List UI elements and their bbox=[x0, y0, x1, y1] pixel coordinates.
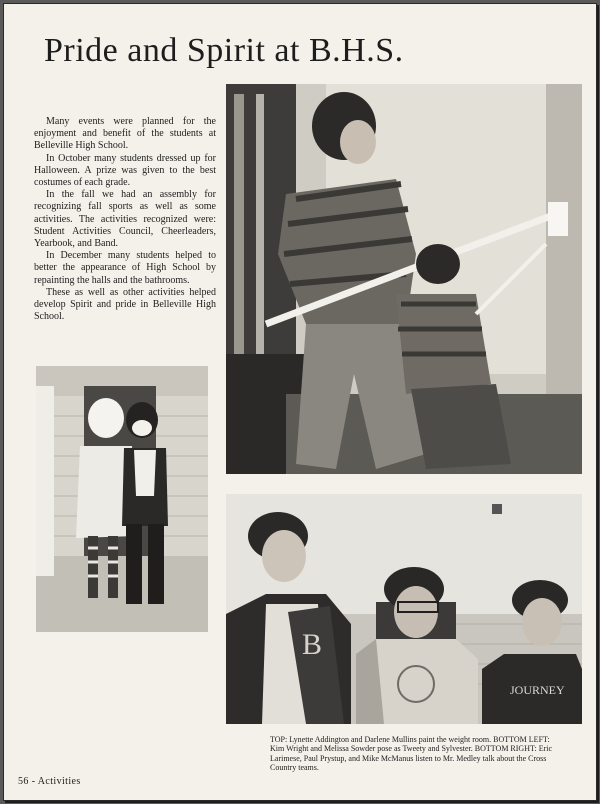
paragraph-halloween: In October many students dressed up for Halloween. A prize was given to the best costumes of each grade. bbox=[34, 152, 216, 189]
paragraph-events: Many events were planned for the enjoyment and benefit of the students at Belleville High School. bbox=[34, 116, 216, 152]
paragraph-repainting: In December many students helped to better the appearance of High School by repainting the halls and the bathrooms. bbox=[34, 250, 216, 286]
paragraph-spirit: These as well as other activities helped develop Spirit and pride in Belleville High School. bbox=[34, 286, 216, 323]
photo-caption: TOP: Lynette Addington and Darlene Mullins paint the weight room. BOTTOM LEFT: Kim Wright and Melissa Sowder pose as Tweety and Sylvester. BOTTOM RIGHT: Eric Larimese, Paul Prystup, and Mike McManus listen to Mr. Medley talk about the Cross Country teams. bbox=[270, 735, 553, 773]
photo-tweety-sylvester-costumes bbox=[36, 366, 208, 632]
paragraph-assembly: In the fall we had an assembly for recognizing fall sports as well as some activities. The activities recognized were: Student Activities Council, Cheerleaders, Yearbook, and Band. bbox=[34, 189, 216, 250]
yearbook-page bbox=[3, 3, 597, 801]
page-folio: 56 - Activities bbox=[18, 776, 81, 787]
shirt-lettering: JOURNEY bbox=[510, 683, 565, 697]
photo-painting-weight-room bbox=[226, 84, 582, 474]
jacket-letter: B bbox=[302, 628, 323, 661]
photo-three-students-listening bbox=[226, 494, 582, 724]
intro-text bbox=[34, 116, 216, 323]
page-title: Pride and Spirit at B.H.S. bbox=[44, 32, 404, 69]
